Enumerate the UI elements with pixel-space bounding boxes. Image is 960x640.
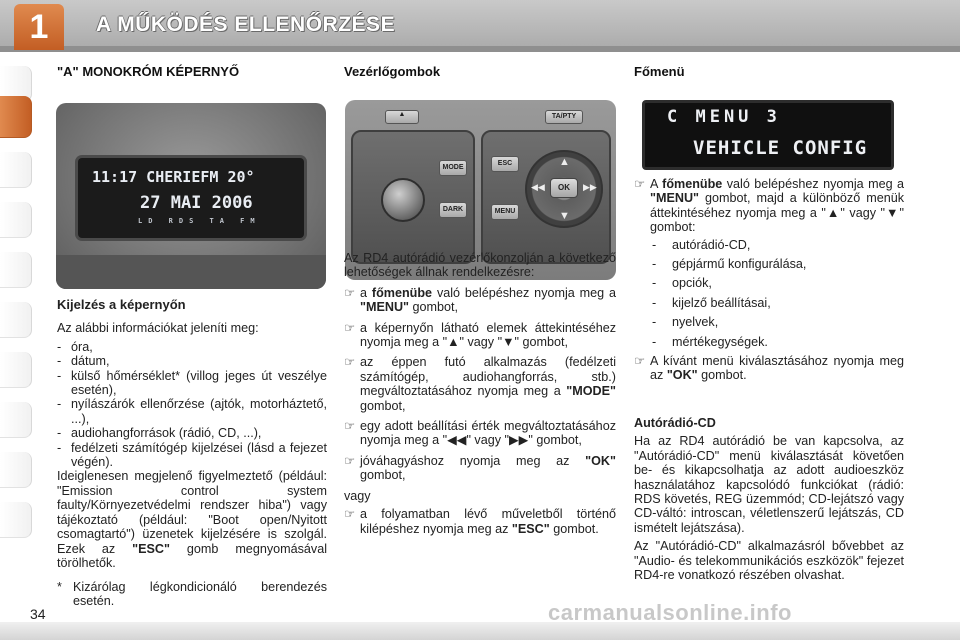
- footer-band: [0, 622, 960, 640]
- display-intro: Az alábbi információkat jeleníti meg:: [57, 321, 259, 336]
- list-item: ☞ a képernyőn látható elemek áttekintéséhez nyomja meg a "▲" vagy "▼" gombot,: [344, 320, 616, 350]
- menu-button: MENU: [491, 204, 519, 220]
- chapter-title: A MŰKÖDÉS ELLENŐRZÉSE: [96, 13, 396, 36]
- footnote: * Kizárólag légkondicionáló berendezés esetén.: [57, 580, 327, 609]
- warning-messages-paragraph: Ideiglenesen megjelenő figyelmeztető (például: "Emission control system faulty/Környezetvédelmi rendszer hiba") vagy tájékoztató (például: "Boot open/Nyitott csomagtartó") üzenetek kijelzésére is szolgál. Ezek az "ESC" gomb megnyomásával törölhetők.: [57, 469, 328, 570]
- controls-description: [344, 251, 616, 536]
- header-divider: [0, 46, 960, 52]
- pointing-hand-icon: ☞: [344, 285, 356, 300]
- or-text: vagy: [344, 488, 371, 503]
- menu-list-item: - gépjármű konfigurálása,: [652, 257, 807, 272]
- down-arrow-icon: ▼: [559, 210, 570, 222]
- chapter-tab[interactable]: [0, 452, 32, 488]
- lcd-line-indicators: LD RDS TA FM: [138, 217, 261, 225]
- subheading-radio-cd: Autórádió-CD: [634, 416, 716, 430]
- section-heading-main-menu: Főmenü: [634, 64, 685, 79]
- chapter-tab[interactable]: [0, 252, 32, 288]
- pointing-hand-icon: ☞: [634, 177, 646, 191]
- menu-list-item: - mértékegységek.: [652, 334, 768, 349]
- pointing-hand-icon: ☞: [344, 419, 356, 434]
- mode-button: MODE: [439, 160, 467, 176]
- menu-list-item: - autórádió-CD,: [652, 237, 751, 252]
- pointing-hand-icon: ☞: [344, 507, 356, 522]
- left-control-cluster: [351, 130, 475, 264]
- list-item: - fedélzeti számítógép kijelzései (lásd a fejezet végén).: [57, 440, 327, 470]
- volume-knob: [381, 178, 425, 222]
- pointing-hand-icon: ☞: [344, 453, 356, 468]
- list-item: - audiohangforrások (rádió, CD, ...),: [57, 426, 262, 441]
- ta-pty-button: TA/PTY: [545, 110, 583, 124]
- chapter-tab[interactable]: [0, 502, 32, 538]
- list-item: ☞ a folyamatban lévő műveletből történő kilépéshez nyomja meg az "ESC" gombot.: [344, 507, 616, 536]
- display-photo: [56, 103, 326, 289]
- menu-lcd-line2: VEHICLE CONFIG: [693, 137, 868, 159]
- up-arrow-icon: ▲: [559, 156, 570, 168]
- list-item: ☞ a főmenübe való belépéshez nyomja meg a "MENU" gombot,: [344, 285, 617, 315]
- list-item: ☞ egy adott beállítási érték megváltoztatásához nyomja meg a "◀◀" vagy "▶▶" gombot,: [344, 419, 616, 448]
- menu-lcd-photo: [642, 100, 894, 170]
- chapter-number-badge: 1: [14, 4, 64, 50]
- section-heading-controls: Vezérlőgombok: [344, 64, 441, 79]
- list-item: - külső hőmérséklet* (villog jeges út veszélye esetén),: [57, 368, 327, 398]
- chapter-tab-active[interactable]: [0, 96, 32, 138]
- chapter-tab[interactable]: [0, 302, 32, 338]
- rewind-icon: ◀◀: [531, 182, 545, 192]
- esc-button: ESC: [491, 156, 519, 172]
- lcd-line-date: 27 MAI 2006: [140, 193, 253, 213]
- watermark: carmanualsonline.info: [548, 600, 792, 625]
- menu-lcd-line1: C MENU 3: [667, 107, 781, 127]
- page-number: 34: [30, 606, 46, 622]
- list-item: - nyílászárók ellenőrzése (ajtók, motorháztető, ...),: [57, 397, 327, 426]
- list-item: ☞ az éppen futó alkalmazás (fedélzeti számítógép, audiohangforrás, stb.) megváltoztatásához nyomja meg a "MODE" gombot,: [344, 355, 617, 413]
- display-info-section: [57, 298, 327, 570]
- list-item: ☞ A kívánt menü kiválasztásához nyomja meg az "OK" gombot.: [634, 354, 904, 383]
- main-menu-description: [634, 177, 904, 383]
- menu-list-item: - kijelző beállításai,: [652, 295, 771, 310]
- controls-intro: Az RD4 autórádió vezérlőkonzolján a következő lehetőségek állnak rendelkezésre:: [344, 251, 616, 280]
- list-item: ☞ A főmenübe való belépéshez nyomja meg a "MENU" gombot, majd a különböző menük áttekintéséhez nyomja meg a "▲" vagy "▼" gombot:: [634, 177, 905, 235]
- ok-button: OK: [550, 178, 578, 198]
- radio-cd-more-info: Az "Autórádió-CD" alkalmazásról bővebbet az "Audio- és telekommunikációs eszközök" fejezet RD4-re vonatkozó részében olvashat.: [634, 539, 904, 583]
- lcd-screen: [78, 158, 304, 238]
- pointing-hand-icon: ☞: [344, 320, 356, 335]
- lcd-line-time-station: 11:17 CHERIEFM 20°: [92, 168, 255, 186]
- pointing-hand-icon: ☞: [344, 355, 356, 370]
- menu-list-item: - opciók,: [652, 276, 712, 291]
- list-item: ☞ jóváhagyáshoz nyomja meg az "OK" gombot,: [344, 453, 616, 483]
- chapter-tabs: [0, 52, 34, 580]
- chapter-tab[interactable]: [0, 202, 32, 238]
- subheading-display: Kijelzés a képernyőn: [57, 297, 186, 312]
- dashboard-trim: [56, 255, 326, 289]
- pointing-hand-icon: ☞: [634, 354, 646, 369]
- radio-cd-paragraph: Ha az RD4 autórádió be van kapcsolva, az "Autórádió-CD" menü kiválasztását követően be- és kikapcsolhatja az adott audioeszköz használatához kapcsolódó funkciókat (rádió: RDS követés, REG üzemmód; CD-lejátszó vagy CD-váltó: introscan, véletlenszerű lejátszás, CD ismételt lejátszása).: [634, 434, 904, 535]
- chapter-tab[interactable]: [0, 152, 32, 188]
- list-item: - óra,: [57, 339, 93, 354]
- hazard-button: ▲: [385, 110, 419, 124]
- list-item: - dátum,: [57, 354, 110, 369]
- menu-list-item: - nyelvek,: [652, 315, 719, 330]
- dark-button: DARK: [439, 202, 467, 218]
- radio-cd-section: [634, 416, 904, 582]
- fast-forward-icon: ▶▶: [583, 182, 597, 192]
- navigation-pad: [525, 150, 603, 228]
- chapter-tab[interactable]: [0, 352, 32, 388]
- section-heading-monochrome-screen: "A" MONOKRÓM KÉPERNYŐ: [57, 64, 240, 79]
- chapter-tab[interactable]: [0, 402, 32, 438]
